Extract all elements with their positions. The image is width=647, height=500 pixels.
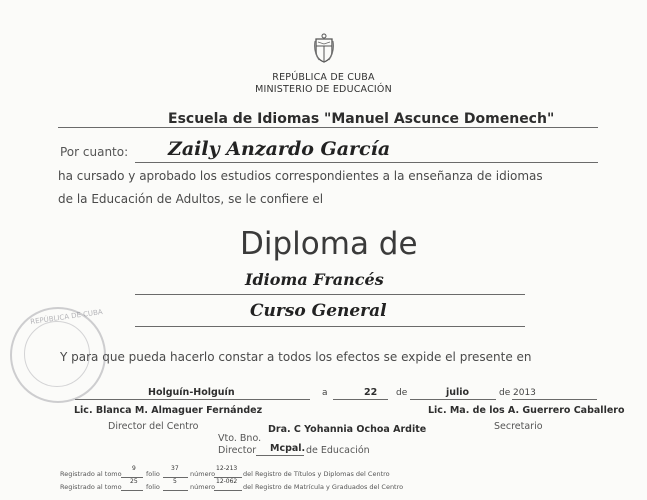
registry-2-suffix: del Registro de Matrícula y Graduados del Centro bbox=[243, 483, 404, 491]
closing-text: Y para que pueda hacerlo constar a todos los efectos se expide el presente en bbox=[60, 350, 532, 364]
official-stamp bbox=[10, 307, 106, 403]
registry-1-suffix: del Registro de Títulos y Diplomas del Centro bbox=[243, 470, 390, 478]
registry-1-numero-label: número bbox=[190, 470, 216, 478]
date-de-1: de bbox=[396, 388, 408, 398]
date-de-2: de bbox=[499, 388, 511, 398]
registry-2-numero: 12-062 bbox=[216, 478, 238, 485]
diploma-language: Idioma Francés bbox=[245, 270, 384, 289]
date-day: 22 bbox=[364, 387, 378, 398]
day-underline bbox=[333, 399, 388, 400]
statement-line-2: de la Educación de Adultos, se le confiere el bbox=[58, 192, 324, 206]
year-underline bbox=[512, 399, 597, 400]
date-a: a bbox=[322, 388, 328, 398]
coat-of-arms-icon bbox=[313, 33, 335, 63]
recipient-underline bbox=[135, 162, 598, 163]
registry-2-numero-label: número bbox=[190, 483, 216, 491]
registry-1-tomo: 9 bbox=[132, 465, 136, 472]
place-underline bbox=[75, 399, 310, 400]
recipient-name: Zaily Anzardo García bbox=[168, 138, 391, 160]
registry-2-prefix: Registrado al tomo bbox=[60, 483, 122, 491]
date-month: julio bbox=[446, 387, 470, 398]
registry-1-folio: 37 bbox=[171, 465, 179, 472]
course-underline bbox=[135, 326, 525, 327]
director-municipal-value: Mcpal. bbox=[270, 443, 306, 454]
ministry-title: MINISTERIO DE EDUCACIÓN bbox=[255, 84, 392, 95]
director-centro-name: Lic. Blanca M. Almaguer Fernández bbox=[74, 405, 263, 416]
registry-1-numero: 12-213 bbox=[216, 465, 238, 472]
director-centro-role: Director del Centro bbox=[108, 421, 199, 432]
place: Holguín-Holguín bbox=[148, 387, 235, 398]
month-underline bbox=[410, 399, 496, 400]
date-year: 2013 bbox=[513, 388, 536, 398]
stamp-text: REPÚBLICA DE CUBA bbox=[29, 307, 104, 327]
director-municipal-suffix: de Educación bbox=[306, 445, 370, 456]
director-municipal-underline bbox=[256, 455, 304, 456]
registry-1-prefix: Registrado al tomo bbox=[60, 470, 122, 478]
director-municipal-name: Dra. C Yohannia Ochoa Ardite bbox=[268, 424, 427, 435]
secretario-role: Secretario bbox=[494, 421, 543, 432]
por-cuanto-label: Por cuanto: bbox=[60, 145, 129, 159]
school-name: Escuela de Idiomas "Manuel Ascunce Domenech" bbox=[168, 111, 555, 127]
language-underline bbox=[135, 294, 525, 295]
registry-2-folio-label: folio bbox=[146, 483, 160, 491]
registry-2-numero-line bbox=[214, 490, 242, 491]
registry-2-tomo-line bbox=[121, 490, 143, 491]
diploma-course: Curso General bbox=[250, 301, 387, 321]
diploma-title: Diploma de bbox=[240, 226, 418, 262]
school-underline bbox=[58, 127, 598, 128]
statement-line-1: ha cursado y aprobado los estudios correspondientes a la enseñanza de idiomas bbox=[58, 169, 543, 183]
vto-bno-label: Vto. Bno. bbox=[218, 433, 262, 444]
secretario-name: Lic. Ma. de los A. Guerrero Caballero bbox=[428, 405, 625, 416]
registry-2-folio: 5 bbox=[173, 478, 177, 485]
registry-1-folio-label: folio bbox=[146, 470, 160, 478]
country-title: REPÚBLICA DE CUBA bbox=[272, 72, 375, 83]
director-label: Director bbox=[218, 445, 257, 456]
registry-2-tomo: 25 bbox=[130, 478, 138, 485]
registry-2-folio-line bbox=[163, 490, 188, 491]
